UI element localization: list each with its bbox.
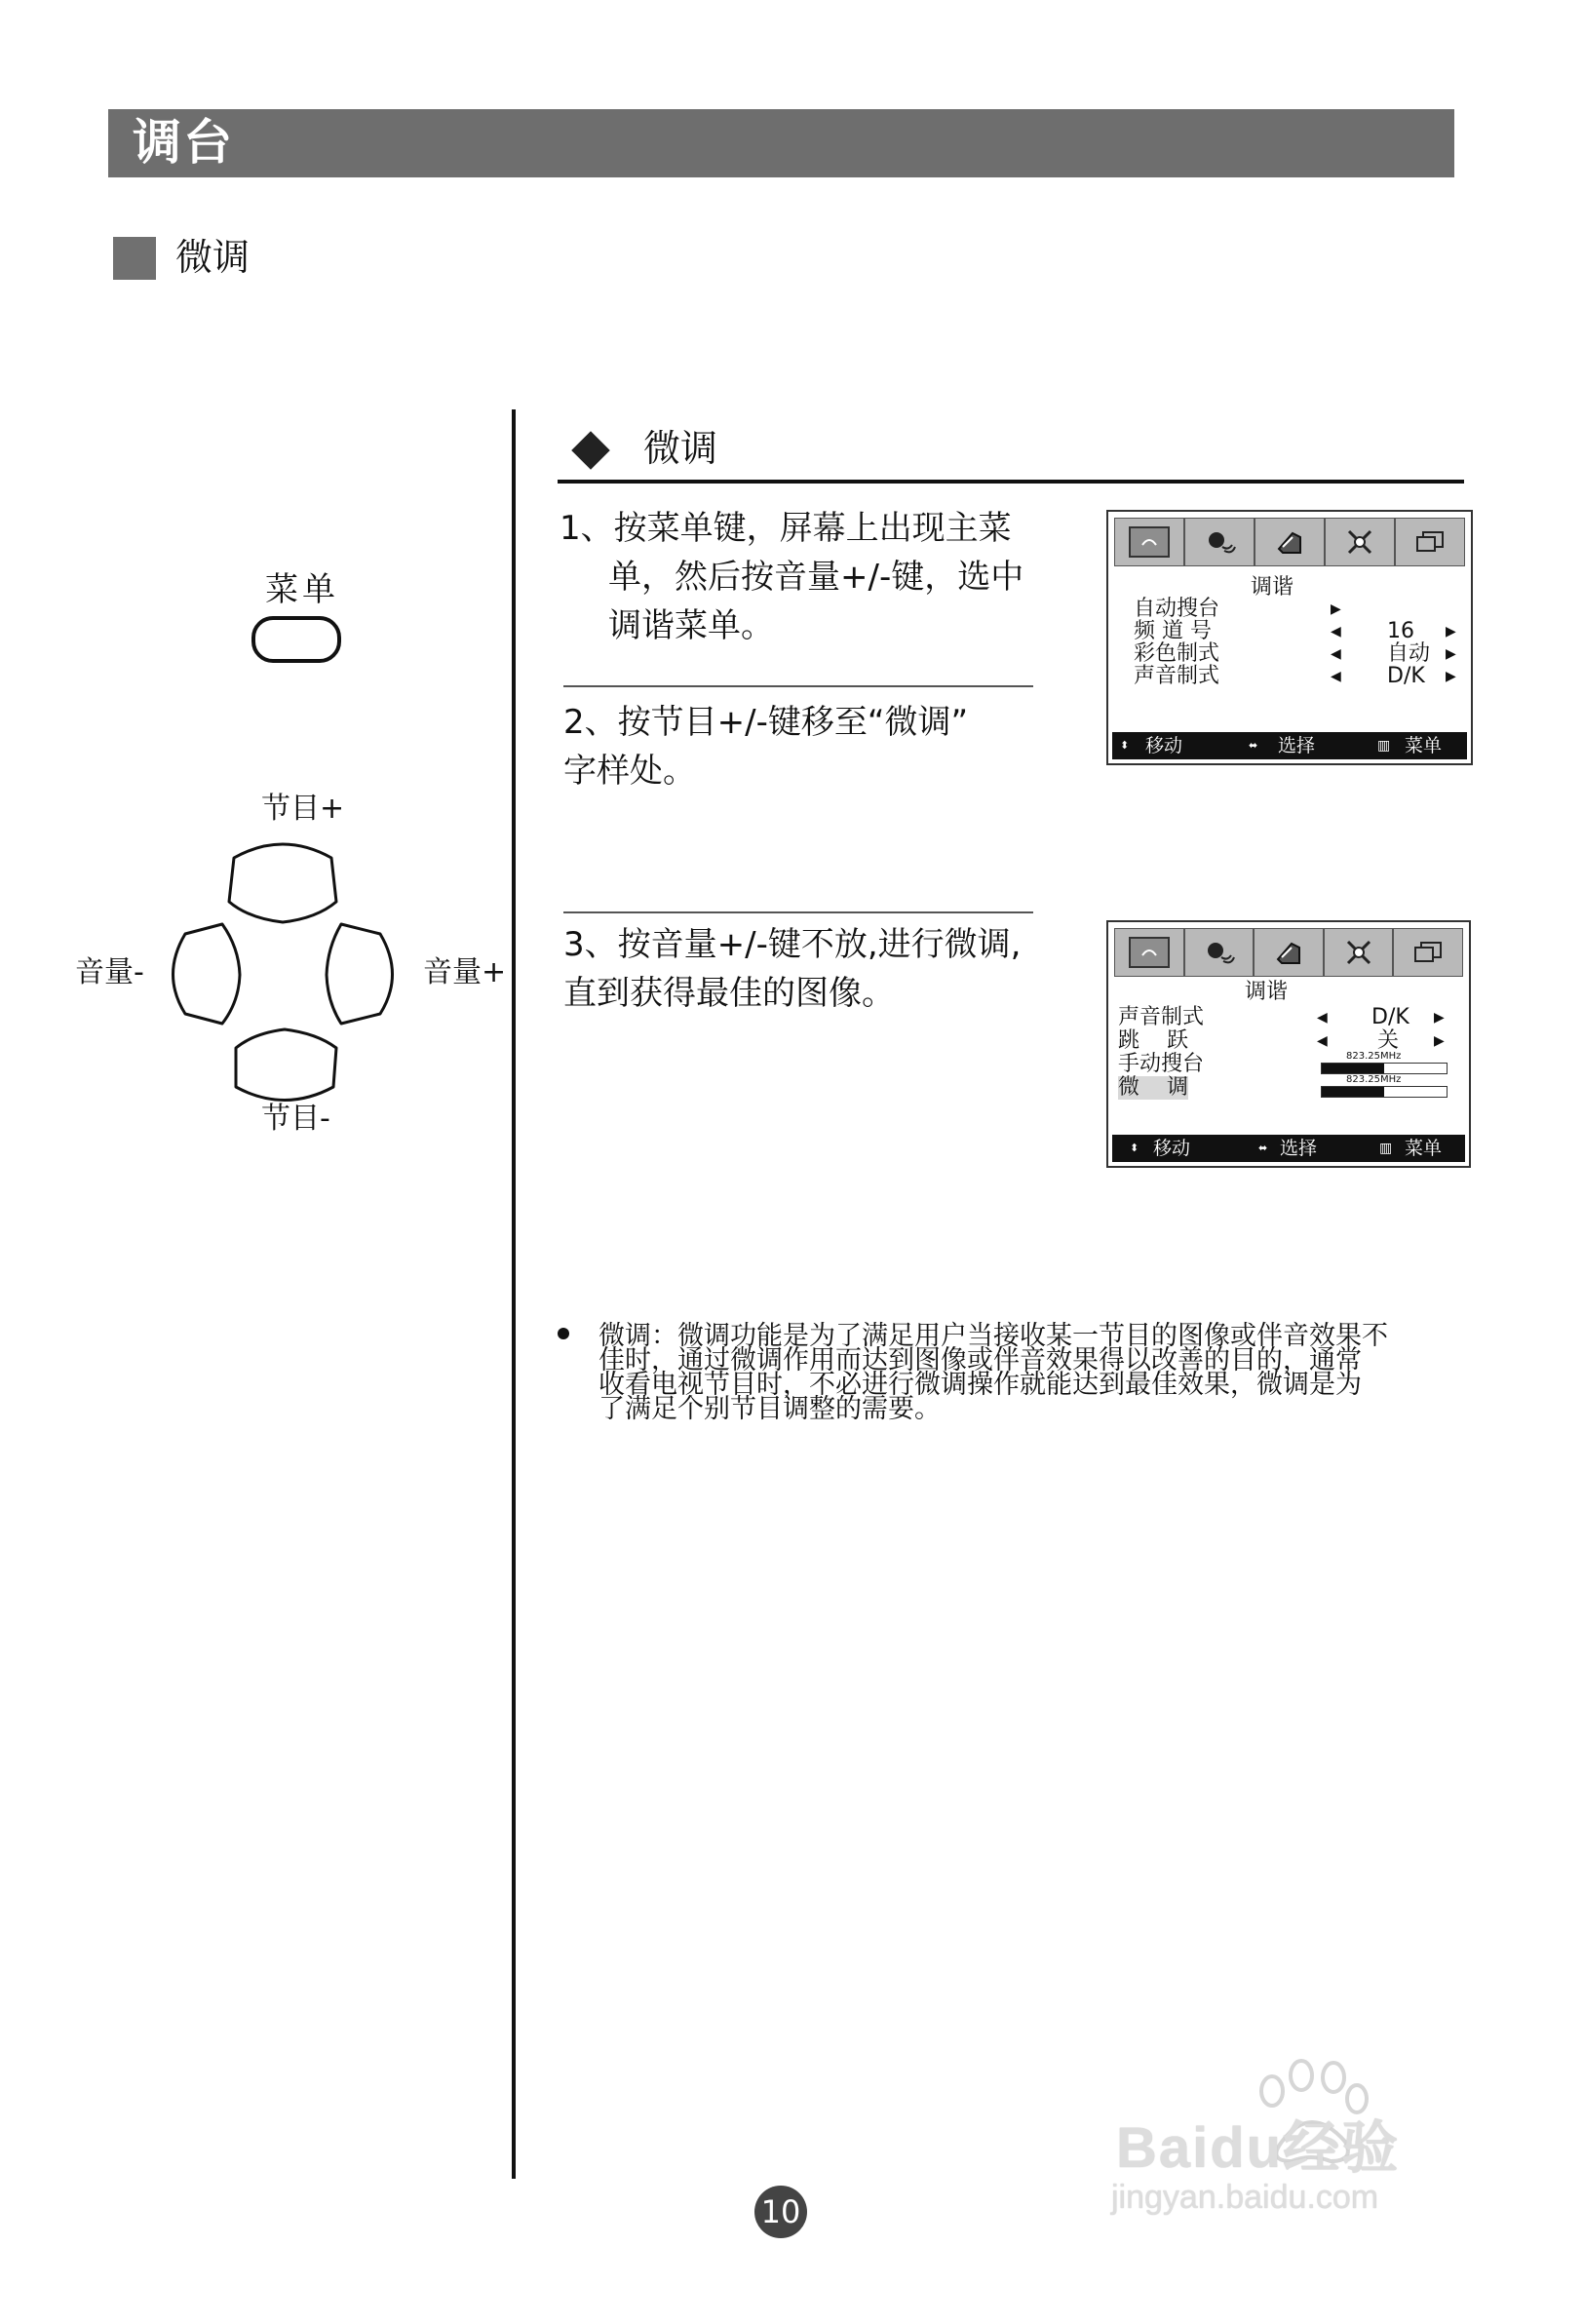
step-1	[560, 504, 1047, 650]
header-bar	[108, 109, 1454, 177]
step-divider	[563, 685, 1033, 687]
volume-minus-label: 音量-	[75, 955, 144, 989]
arrow-right-icon: ▶	[1446, 624, 1456, 639]
arrow-left-icon: ◀	[1317, 1010, 1328, 1026]
direction-pad	[146, 838, 439, 1111]
menu-key-button	[251, 616, 341, 663]
volume-down-key	[174, 924, 241, 1024]
arrow-right-icon: ▶	[1446, 646, 1456, 662]
up-down-icon: ⬍	[1120, 739, 1130, 752]
step-1-line-1: 1、按菜单键，屏幕上出现主菜	[560, 509, 1012, 548]
function-icon	[1325, 929, 1395, 976]
arrow-left-icon: ◀	[1331, 646, 1341, 662]
menu-title: 调谐	[1245, 980, 1289, 1004]
step-2-line-2: 字样处。	[563, 752, 696, 791]
menu-row-label: 跳 跃	[1118, 1028, 1188, 1053]
step-1-line-3: 调谐菜单。	[608, 606, 774, 645]
menu-row-value: 16	[1387, 619, 1414, 643]
tuning-icon	[1255, 929, 1325, 976]
menu-row-value: D/K	[1371, 1005, 1409, 1029]
menu-row-label: 手动搜台	[1118, 1052, 1205, 1076]
menu-row-label: 声音制式	[1118, 1005, 1205, 1029]
step-2	[563, 698, 1051, 795]
left-right-icon: ⬌	[1258, 1142, 1268, 1154]
menu-row-value: D/K	[1387, 664, 1425, 688]
picture-icon	[1115, 519, 1185, 565]
footer-move: 移动	[1153, 1138, 1191, 1159]
function-icon	[1326, 519, 1396, 565]
up-down-icon: ⬍	[1130, 1142, 1139, 1154]
note-line: 佳时，通过微调作用而达到图像或伴音效果得以改善的目的，通常	[598, 1345, 1362, 1375]
arrow-right-icon: ▶	[1331, 601, 1341, 617]
footer-menu: 菜单	[1405, 735, 1443, 756]
arrow-left-icon: ◀	[1317, 1033, 1328, 1049]
volume-plus-label: 音量+	[423, 955, 507, 989]
progress-fill	[1322, 1087, 1384, 1097]
program-plus-label: 节目+	[261, 792, 345, 826]
frequency-readout: 823.25MHz	[1346, 1074, 1402, 1085]
menu-row-label: 彩色制式	[1134, 641, 1220, 666]
frequency-readout: 823.25MHz	[1346, 1051, 1402, 1062]
page-number: 10	[754, 2186, 807, 2238]
menu-title: 调谐	[1251, 575, 1294, 600]
note-line: 微调：微调功能是为了满足用户当接收某一节目的图像或伴音效果不	[598, 1321, 1388, 1351]
step-3-line-1: 3、按音量+/-键不放,进行微调,	[563, 925, 1022, 964]
menu-key-icon: ▥	[1379, 1141, 1393, 1156]
menu-key-icon: ▥	[1377, 738, 1391, 754]
sound-icon	[1185, 929, 1255, 976]
step-3	[563, 920, 1109, 1018]
menu-row-value: 自动	[1387, 641, 1431, 666]
watermark-brand: Baidu经验	[1116, 2116, 1401, 2180]
arrow-left-icon: ◀	[1331, 669, 1341, 684]
tv-menu-screen-fine-tune	[1106, 920, 1471, 1168]
arrow-right-icon: ▶	[1434, 1033, 1445, 1049]
footer-select: 选择	[1280, 1138, 1318, 1159]
volume-up-key	[327, 924, 393, 1024]
menu-row-label: 频 道 号	[1134, 619, 1212, 643]
menu-footer	[1112, 1135, 1465, 1162]
fine-tune-progress-bar	[1321, 1086, 1448, 1098]
tv-menu-screen-tuning	[1106, 510, 1473, 765]
menu-icon-bar	[1114, 928, 1463, 977]
subsection-rule	[558, 480, 1464, 484]
page-title: 调台	[133, 114, 234, 171]
arrow-left-icon: ◀	[1331, 624, 1341, 639]
progress-fill	[1322, 1064, 1384, 1073]
menu-row-label-selected: 微 调	[1118, 1075, 1188, 1100]
search-progress-bar	[1321, 1063, 1448, 1074]
diamond-bullet-icon	[571, 431, 610, 470]
program-up-key	[229, 844, 336, 922]
screen-icon	[1394, 929, 1462, 976]
menu-key-label: 菜单	[265, 570, 339, 609]
arrow-right-icon: ▶	[1446, 669, 1456, 684]
menu-row-label: 自动搜台	[1134, 597, 1220, 621]
note-paragraph	[598, 1321, 1534, 1424]
menu-row-value: 关	[1377, 1028, 1400, 1053]
step-3-line-2: 直到获得最佳的图像。	[563, 974, 895, 1013]
footer-move: 移动	[1145, 735, 1183, 756]
left-right-icon: ⬌	[1249, 739, 1258, 752]
section-title: 微调	[175, 236, 251, 279]
tuning-icon	[1255, 519, 1326, 565]
note-line: 了满足个别节目调整的需要。	[598, 1394, 941, 1424]
step-2-line-1: 2、按节目+/-键移至“微调”	[563, 703, 969, 742]
program-down-key	[236, 1029, 336, 1101]
menu-row-label: 声音制式	[1134, 664, 1220, 688]
program-minus-label: 节目-	[261, 1102, 330, 1136]
picture-icon	[1115, 929, 1185, 976]
menu-icon-bar	[1114, 518, 1465, 566]
step-divider	[563, 911, 1033, 913]
step-1-line-2: 单，然后按音量+/-键，选中	[608, 558, 1024, 597]
screen-icon	[1396, 519, 1464, 565]
sound-icon	[1185, 519, 1255, 565]
arrow-right-icon: ▶	[1434, 1010, 1445, 1026]
column-divider	[512, 409, 516, 2179]
footer-menu: 菜单	[1405, 1138, 1443, 1159]
note-bullet-icon	[558, 1328, 569, 1339]
footer-select: 选择	[1278, 735, 1316, 756]
watermark-url: jingyan.baidu.com	[1111, 2179, 1379, 2216]
note-line: 收看电视节目时，不必进行微调操作就能达到最佳效果，微调是为	[598, 1370, 1362, 1400]
subsection-title: 微调	[643, 427, 718, 470]
section-marker	[113, 237, 156, 280]
menu-footer	[1112, 732, 1467, 759]
